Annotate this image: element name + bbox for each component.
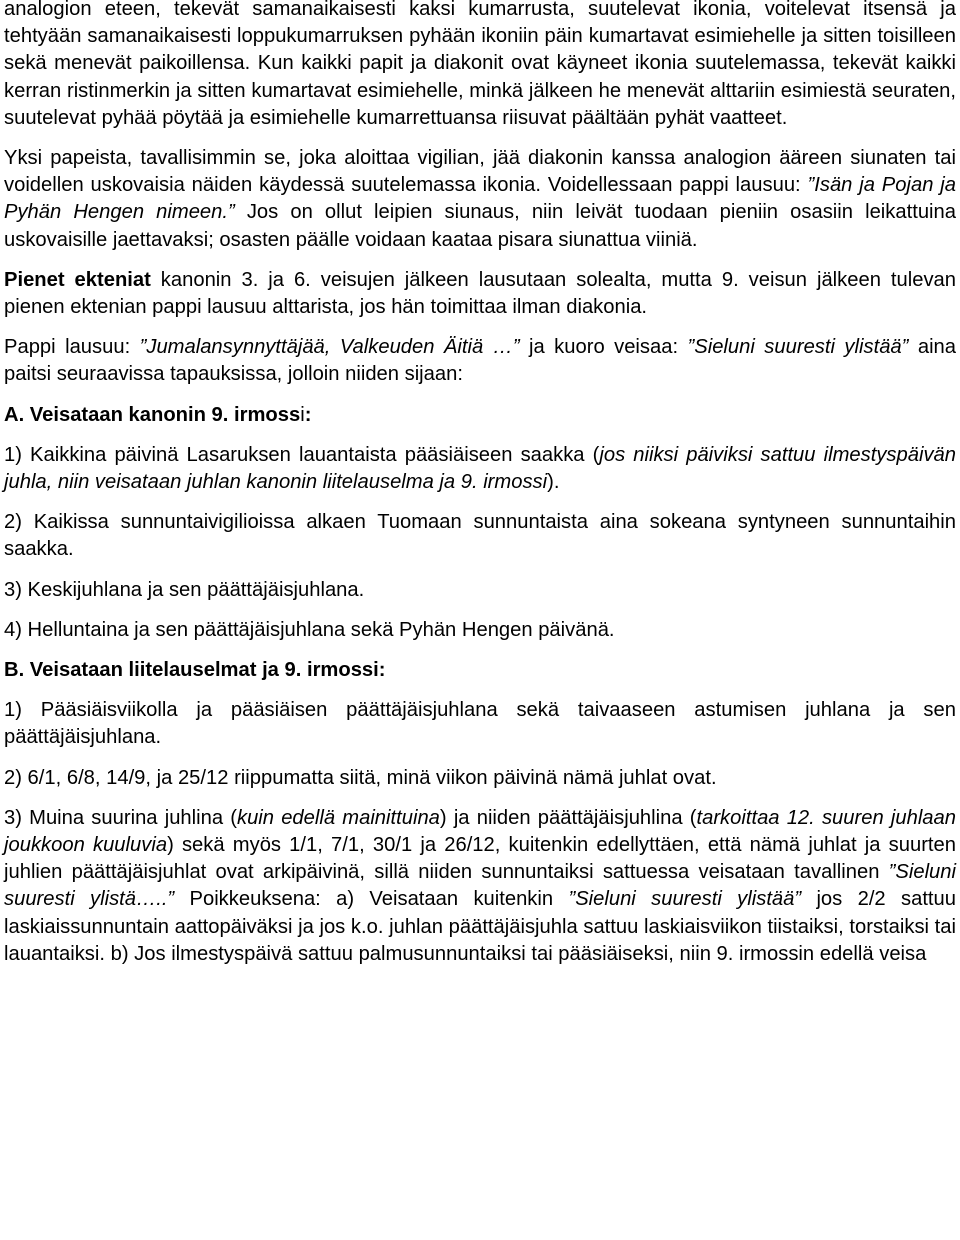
section-heading-a: [4, 402, 956, 429]
list-item-note: kuin edellä mainittuina: [236, 806, 440, 829]
paragraph-magnificat: [4, 334, 956, 388]
list-item-text: 3) Muina suurina juhlina (: [4, 806, 237, 829]
paragraph-text: Jos on ollut leipien siunaus, niin leivät tuodaan pieniin osasiin leikattuina uskovaisille jaettavaksi; osasten päälle voidaan kaataa pisara siunattua viiniä.: [4, 201, 956, 251]
list-item-text: 4) Helluntaina ja sen päättäjäisjuhlana sekä Pyhän Hengen päivänä.: [4, 618, 615, 641]
list-item-text: 3) Keskijuhlana ja sen päättäjäisjuhlana.: [4, 578, 365, 601]
list-item-text: 1) Kaikkina päivinä Lasaruksen lauantaista pääsiäiseen saakka (: [4, 443, 600, 466]
list-item-b2: [4, 765, 956, 792]
list-item-note: tarkoittaa 12. suuren juhlaan joukkoon kuuluvia: [4, 806, 956, 857]
document-page: [4, 0, 956, 981]
paragraph-text: analogion eteen, tekevät samanaikaisesti kaksi kumarrusta, suutelevat ikonia, voitelevat itsensä ja tehtyään samanaikaisesti loppukumarruksen pyhään ikoniin päin kumartavat esimiehelle ja sitten toisilleen sekä menevät paikoillensa. Kun kaikki papit ja diakonit ovat käyneet ikonia suutelemassa, tekevät kaikki kerran ristinmerkin ja sitten kumartavat esimiehelle, minkä jälkeen he menevät alttariin esimiestä seuraten, suutelevat pyhää pöytää ja esimiehelle kumarrettuansa riisuvat päältään pyhät vaatteet.: [4, 0, 956, 129]
anointing-formula: ”Isän ja Pojan ja Pyhän Hengen nimeen.”: [4, 174, 957, 224]
list-item-text: 1) Pääsiäisviikolla ja pääsiäisen päättäjäisjuhlana sekä taivaaseen astumisen juhlana ja sen päättäjäisjuhlana.: [4, 699, 956, 749]
term-small-litanies: Pienet ekteniat: [4, 268, 151, 291]
paragraph-anointing: [4, 145, 956, 254]
list-item-a4: [4, 617, 956, 644]
paragraph-text: Pappi lausuu:: [4, 336, 140, 359]
heading-text: B. Veisataan liitelauselmat ja 9. irmossi:: [4, 659, 386, 682]
list-item-text: ) sekä myös 1/1, 7/1, 30/1 ja 26/12, kuitenkin edellyttäen, että nämä juhlat ja suurten juhlien päättäjäisjuhlat ovat arkipäivinä, sillä niiden sunnuntaiksi sattuessa veisataan tavallinen: [4, 834, 956, 884]
list-item-text: 2) 6/1, 6/8, 14/9, ja 25/12 riippumatta siitä, minä viikon päivinä nämä juhlat ovat.: [4, 766, 717, 789]
list-item-text: 2) Kaikissa sunnuntaivigilioissa alkaen Tuomaan sunnuntaista aina sokeana syntyneen sunnuntaihin saakka.: [4, 511, 956, 561]
paragraph-small-litanies: [4, 267, 956, 321]
list-item-a1: [4, 442, 956, 496]
list-item-text: jos 2/2 sattuu laskiaissunnuntain aattopäiväksi ja jos k.o. juhlan päättäjäisjuhla sattuu laskiaisviikon tiistaiksi, torstaiksi tai lauantaiksi. b) Jos ilmestyspäivä sattuu palmusunnuntaiksi tai pääsiäiseksi, niin 9. irmossin edellä veisa: [4, 888, 956, 965]
list-item-b1: [4, 697, 956, 751]
list-item-a3: [4, 577, 956, 604]
paragraph-veneration: [4, 0, 956, 132]
priest-exclamation: ”Jumalansynnyttäjää, Valkeuden Äitiä …”: [139, 336, 520, 359]
paragraph-text: aina paitsi seuraavissa tapauksissa, jolloin niiden sijaan:: [4, 336, 957, 386]
paragraph-text: Yksi papeista, tavallisimmin se, joka aloittaa vigilian, jää diakonin kanssa analogion ääreen siunaten tai voidellen uskovaisia näiden käydessä suutelemassa ikonia. Voidellessaan pappi lausuu:: [4, 147, 956, 197]
heading-text: :: [304, 403, 312, 426]
heading-text: i: [300, 403, 305, 426]
list-item-text: ) ja niiden päättäjäisjuhlina (: [439, 806, 697, 829]
hymn-title: ”Sieluni suuresti ylistää”: [568, 888, 802, 911]
list-item-b3: [4, 805, 956, 968]
list-item-text: ).: [547, 471, 560, 494]
list-item-a2: [4, 509, 956, 563]
paragraph-text: ja kuoro veisaa:: [519, 336, 688, 359]
hymn-title: ”Sieluni suuresti ylistä…..”: [4, 861, 956, 911]
list-item-note: jos niiksi päiviksi sattuu ilmestyspäivän juhla, niin veisataan juhlan kanonin liitelauselma ja 9. irmossi: [4, 443, 957, 494]
list-item-text: Poikkeuksena: a) Veisataan kuitenkin: [174, 888, 569, 911]
paragraph-text: kanonin 3. ja 6. veisujen jälkeen lausutaan solealta, mutta 9. veisun jälkeen tulevan pienen ektenian pappi lausuu alttarista, jos hän toimittaa ilman diakonia.: [4, 268, 956, 319]
heading-text: A. Veisataan kanonin 9. irmoss: [4, 403, 301, 426]
section-heading-b: [4, 657, 956, 684]
choir-hymn: ”Sieluni suuresti ylistää”: [687, 336, 909, 359]
